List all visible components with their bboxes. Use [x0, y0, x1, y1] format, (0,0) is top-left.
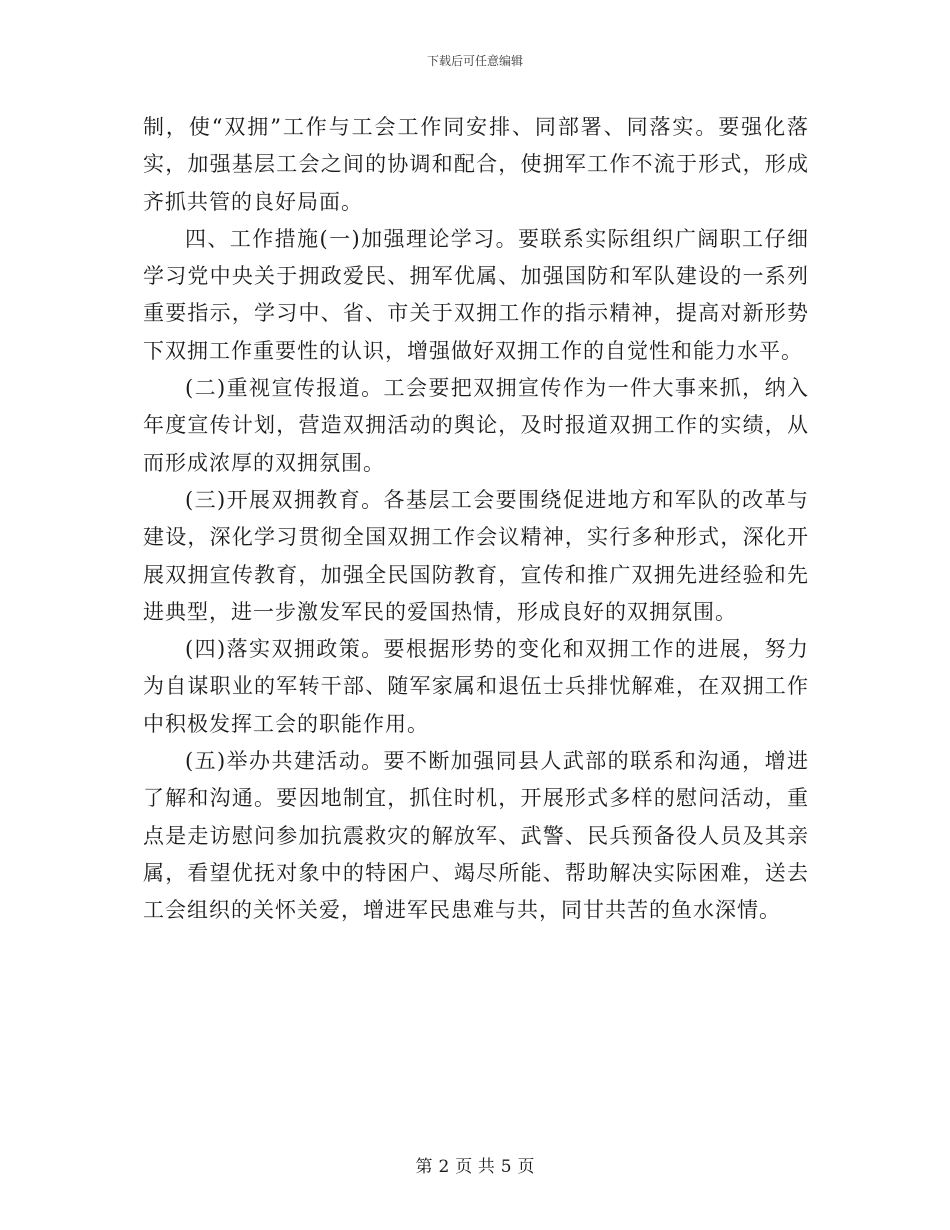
- paragraph-continuation: 制，使“双拥”工作与工会工作同安排、同部署、同落实。要强化落实，加强基层工会之间的协调和配合，使拥军工作不流于形式，形成齐抓共管的良好局面。: [143, 115, 809, 214]
- paragraph-work-measures: 四、工作措施(一)加强理论学习。要联系实际组织广阔职工仔细学习党中央关于拥政爱民、拥军优属、加强国防和军队建设的一系列重要指示，学习中、省、市关于双拥工作的指示精神，提高对新形势下双拥工作重要性的认识，增强做好双拥工作的自觉性和能力水平。: [143, 226, 809, 363]
- footer-page-number: 2: [438, 1157, 450, 1177]
- document-body: [143, 109, 809, 930]
- paragraph-publicity: (二)重视宣传报道。工会要把双拥宣传作为一件大事来抓，纳入年度宣传计划，营造双拥活动的舆论，及时报道双拥工作的实绩，从而形成浓厚的双拥氛围。: [143, 376, 809, 475]
- paragraph-policy: (四)落实双拥政策。要根据形势的变化和双拥工作的进展，努力为自谋职业的军转干部、随军家属和退伍士兵排忧解难，在双拥工作中积极发挥工会的职能作用。: [143, 637, 809, 736]
- page-footer: [0, 1156, 950, 1178]
- page-header: 下载后可任意编辑: [426, 54, 523, 68]
- footer-suffix: 页: [517, 1157, 535, 1177]
- footer-total-pages: 5: [500, 1157, 512, 1177]
- footer-prefix: 第: [415, 1157, 433, 1177]
- paragraph-education: (三)开展双拥教育。各基层工会要围绕促进地方和军队的改革与建设，深化学习贯彻全国双拥工作会议精神，实行多种形式，深化开展双拥宣传教育，加强全民国防教育，宣传和推广双拥先进经验和先进典型，进一步激发军民的爱国热情，形成良好的双拥氛围。: [143, 487, 809, 624]
- footer-middle: 页 共: [455, 1157, 495, 1177]
- paragraph-joint-activities: (五)举办共建活动。要不断加强同县人武部的联系和沟通，增进了解和沟通。要因地制宜，抓住时机，开展形式多样的慰问活动，重点是走访慰问参加抗震救灾的解放军、武警、民兵预备役人员及其亲属，看望优抚对象中的特困户、竭尽所能、帮助解决实际困难，送去工会组织的关怀关爱，增进军民患难与共，同甘共苦的鱼水深情。: [143, 749, 809, 923]
